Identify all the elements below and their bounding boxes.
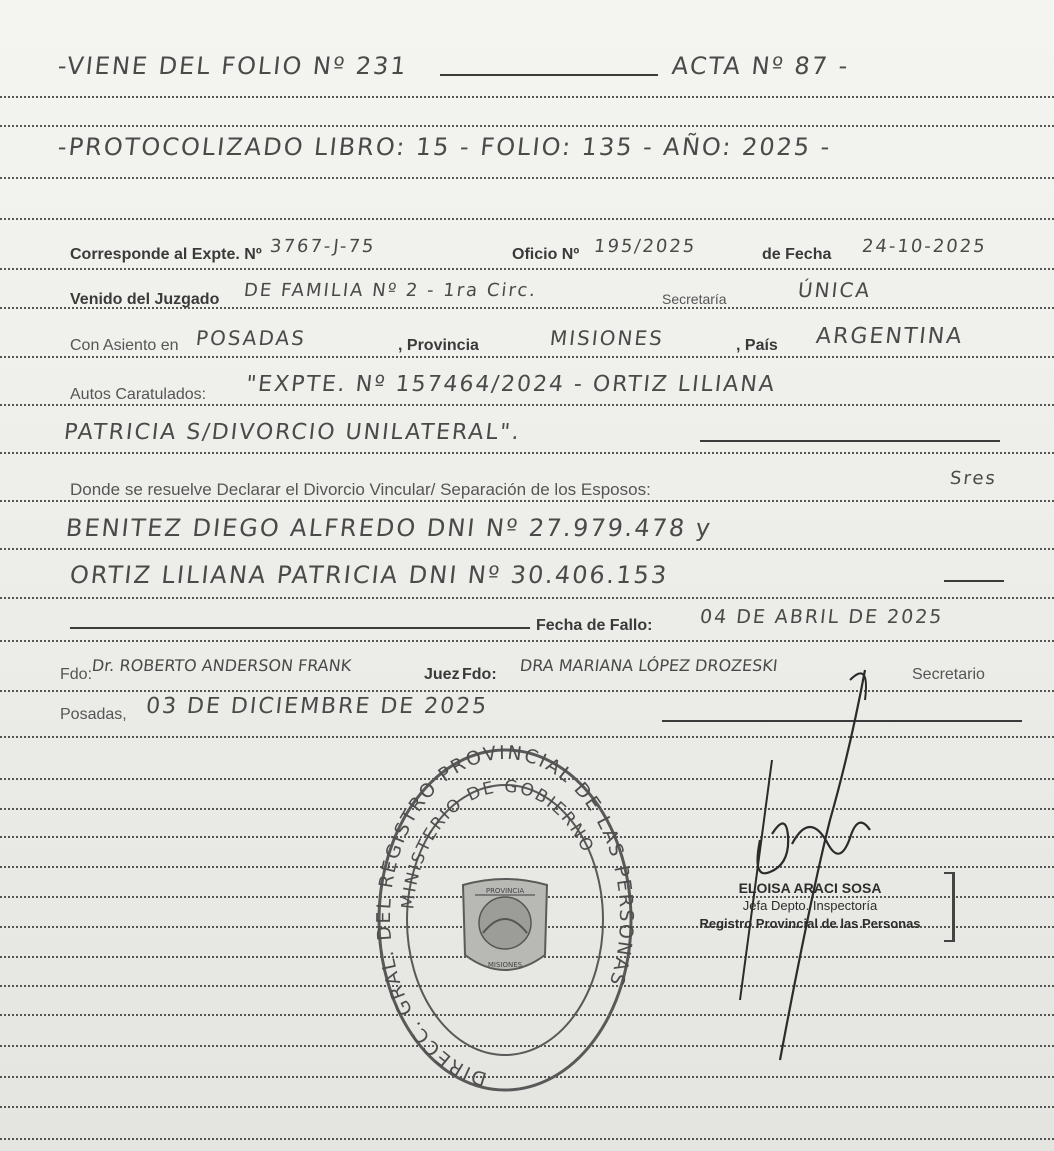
sres-value: Sres (948, 468, 998, 489)
emblem-top-text: PROVINCIA (485, 887, 525, 895)
esposo-2: ORTIZ LILIANA PATRICIA DNI Nº 30.406.153 (68, 561, 670, 589)
ruled-line (0, 404, 1054, 406)
ruled-line (0, 1138, 1054, 1140)
ruled-line (0, 125, 1054, 127)
esposo-1: BENITEZ DIEGO ALFREDO DNI Nº 27.979.478 y (64, 514, 714, 542)
fill-dash (944, 580, 1004, 582)
fill-dash (700, 440, 1000, 442)
province-emblem-icon (463, 879, 547, 970)
emblem-bottom-text: MISIONES (487, 961, 523, 969)
asiento-value: POSADAS (194, 326, 308, 350)
juez-label: Juez (424, 666, 460, 683)
handwritten-signature (700, 640, 920, 1080)
oficio-number: 195/2025 (592, 236, 698, 257)
ruled-line (0, 96, 1054, 98)
provincia-label: , Provincia (398, 337, 479, 354)
juez-name: Dr. ROBERTO ANDERSON FRANK (91, 656, 353, 675)
fill-dash (70, 627, 530, 629)
oficio-label: Oficio Nº (512, 246, 580, 263)
expte-number: 3767-J-75 (268, 236, 377, 257)
seal-outer-text: DIRECC. GRAL. DEL REGISTRO PROVINCIAL DE LAS PERSONAS (375, 745, 635, 1090)
secretaria-value: ÚNICA (796, 278, 873, 302)
ruled-line (0, 268, 1054, 270)
stamp-bracket (944, 872, 955, 942)
donde-label: Donde se resuelve Declarar el Divorcio Vincular/ Separación de los Esposos: (70, 480, 651, 499)
secretario-label: Secretario (912, 666, 985, 683)
acta-number: ACTA Nº 87 - (670, 52, 851, 80)
corresponde-label: Corresponde al Expte. Nº (70, 246, 262, 263)
stamp-office: Registro Provincial de las Personas (699, 916, 921, 931)
asiento-label: Con Asiento en (70, 337, 179, 354)
fill-dash (440, 74, 658, 76)
fdo-label: Fdo: (60, 666, 93, 683)
ruled-line (0, 452, 1054, 454)
autos-value-line2: PATRICIA S/DIVORCIO UNILATERAL". (62, 420, 523, 445)
ruled-line (0, 500, 1054, 502)
ruled-line (0, 356, 1054, 358)
pais-label: , País (736, 337, 778, 354)
fecha-fallo-value: 04 DE ABRIL DE 2025 (698, 606, 945, 628)
official-seal (375, 745, 635, 1095)
ruled-line (0, 177, 1054, 179)
stamp-name: ELOISA ARACI SOSA (738, 880, 882, 896)
fdo2-label: Fdo: (462, 666, 497, 683)
ruled-line (0, 1106, 1054, 1108)
ruled-line (0, 548, 1054, 550)
provincia-value: MISIONES (548, 326, 666, 350)
secretaria-label: Secretaría (662, 291, 727, 307)
venido-label: Venido del Juzgado (70, 291, 220, 308)
viene-del-folio: -VIENE DEL FOLIO Nº 231 (56, 52, 410, 80)
lugar-fecha-value: 03 DE DICIEMBRE DE 2025 (144, 694, 490, 719)
stamp-title: Jefa Depto. Inspectoría (742, 898, 878, 913)
seal-inner-text: MINISTERIO DE GOBIERNO (398, 776, 598, 911)
ruled-line (0, 597, 1054, 599)
oficio-date: 24-10-2025 (860, 236, 988, 257)
autos-value-line1: "EXPTE. Nº 157464/2024 - ORTIZ LILIANA (244, 372, 778, 397)
autos-label: Autos Caratulados: (70, 386, 207, 403)
lugar-label: Posadas, (60, 706, 127, 723)
fecha-label: de Fecha (762, 246, 832, 263)
fecha-fallo-label: Fecha de Fallo: (536, 617, 653, 634)
secretario-name: DRA MARIANA LÓPEZ DROZESKI (519, 656, 779, 675)
juzgado-value: DE FAMILIA Nº 2 - 1ra Circ. (242, 280, 539, 301)
pais-value: ARGENTINA (814, 324, 965, 349)
protocolizado-line: -PROTOCOLIZADO LIBRO: 15 - FOLIO: 135 - AÑO: 2025 - (56, 133, 833, 161)
ruled-line (0, 218, 1054, 220)
